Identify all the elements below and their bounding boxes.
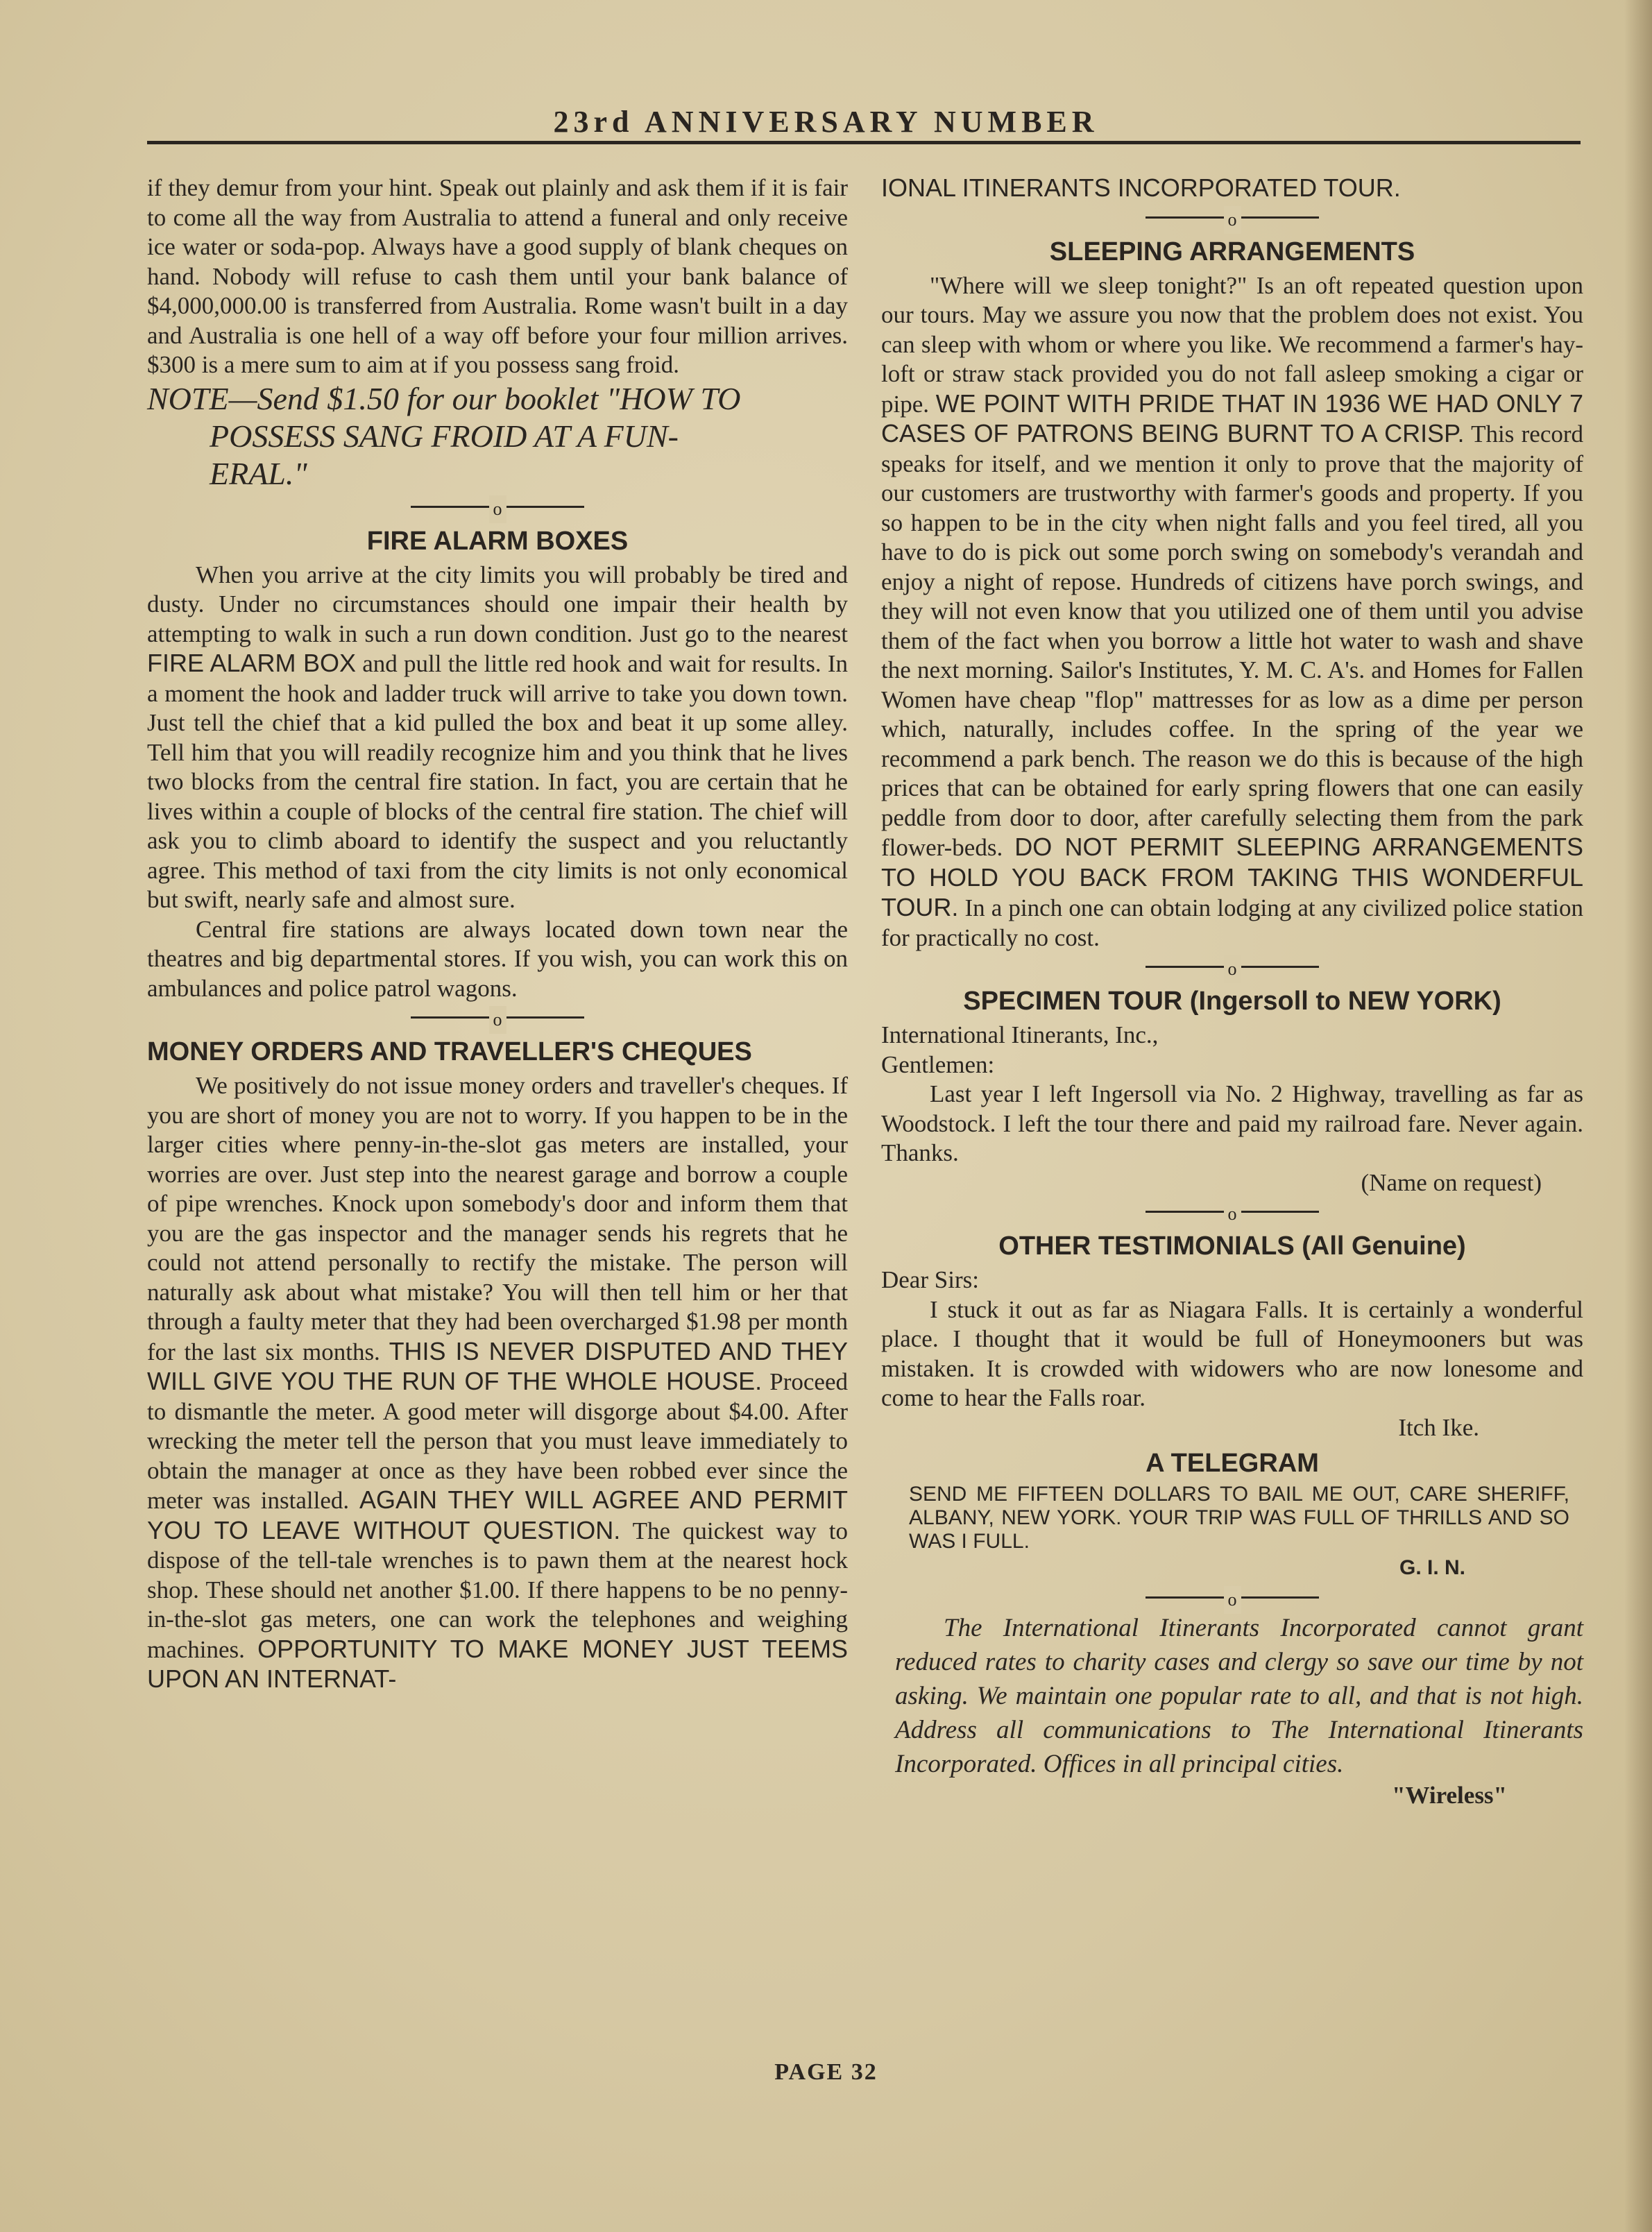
telegram-body: SEND ME FIFTEEN DOLLARS TO BAIL ME OUT, CARE SHERIFF, ALBANY, NEW YORK. YOUR TRIP WAS FULL OF THRILLS AND SO WAS I FULL. <box>909 1483 1569 1553</box>
specimen-signature: (Name on request) <box>1361 1168 1542 1196</box>
continued-line: IONAL ITINERANTS INCORPORATED TOUR. <box>881 173 1401 202</box>
note-line-3: ERAL." <box>210 455 307 491</box>
section-divider: o <box>147 493 848 520</box>
page-number: PAGE 32 <box>774 2059 878 2085</box>
closing-signature: "Wireless" <box>1392 1781 1507 1809</box>
money-orders-paragraph: We positively do not issue money orders and traveller's cheques. If you are short of money you are not to worry. If you happen to be in the larger cities where penny-in-the-slot gas meters are installed, your worries are over. Just step into the nearest garage and borrow a couple of pipe wrenches. Knock upon somebody's door and inform them that you are the gas inspector and the manager sends his regrets that he could not attend personally to rectify the mistake. The person will naturally ask about what mistake? You will then tell him or her that through a faulty meter that they had been overcharged $1.98 per month for the last six months. THIS IS NEVER DISPUTED AND THEY WILL GIVE YOU THE RUN OF THE WHOLE HOUSE. Proceed to dismantle the meter. A good meter will disgorge about $4.00. After wrecking the meter tell the person that you must leave immediately to obtain the manager at once as they have been robbed ever since the meter was installed. AGAIN THEY WILL AGREE AND PERMIT YOU TO LEAVE WITHOUT QUESTION. The quickest way to dispose of the tell-tale wrenches is to pawn them at the nearest hock shop. These should net another $1.00. If there happens to be no penny-in-the-slot gas meters, one can work the telephones and weighing machines. OPPORTUNITY TO MAKE MONEY JUST TEEMS UPON AN INTERNAT- <box>147 1072 849 1693</box>
section-divider: o <box>881 1583 1583 1611</box>
note-line-1: NOTE—Send $1.50 for our booklet "HOW TO <box>147 380 741 416</box>
specimen-addressee: International Itinerants, Inc., <box>881 1021 1159 1048</box>
note-line-2: POSSESS SANG FROID AT A FUN- <box>210 418 679 454</box>
page-header: 23rd ANNIVERSARY NUMBER <box>553 105 1099 139</box>
testimonials-heading: OTHER TESTIMONIALS (All Genuine) <box>998 1232 1466 1261</box>
specimen-salutation: Gentlemen: <box>881 1050 995 1078</box>
testimonial-signature: Itch Ike. <box>1398 1413 1479 1441</box>
testimonial-body: I stuck it out as far as Niagara Falls. It is certainly a wonderful place. I thought that it would be full of Honeymooners but was mistaken. It is crowded with widowers who are now lonesome and come to hear the Falls roar. <box>881 1295 1583 1411</box>
fire-alarm-paragraph: When you arrive at the city limits you will probably be tired and dusty. Under no circumstances should one impair their health by attempting to walk in such a run down condition. Just go to the nearest FIRE ALARM BOX and pull the little red hook and wait for results. In a moment the hook and ladder truck will arrive to take you down town. Just tell the chief that a kid pulled the box and beat it up some alley. Tell him that you will readily recognize him and you think that he lives two blocks from the central fire station. In fact, you are certain that he lives within a couple of blocks of the central fire station. The chief will ask you to climb aboard to identify the suspect and you reluctantly agree. This method of taxi from the city limits is not only economical but swift, nearly safe and almost sure. <box>147 561 849 913</box>
fire-station-paragraph: Central fire stations are always located down town near the theatres and big departmental stores. If you wish, you can work this on ambulances and police patrol wagons. <box>147 915 848 1002</box>
section-divider: o <box>881 203 1583 231</box>
intro-paragraph: if they demur from your hint. Speak out plainly and ask them if it is fair to come all the way from Australia to attend a funeral and only receive ice water or soda-pop. Always have a good supply of blank cheques on hand. Nobody will refuse to cash them until your bank balance of $4,000,000.00 is transferred from Australia. Rome wasn't built in a day and Australia is one hell of a way off before your four million arrives. $300 is a mere sum to aim at if you possess sang froid. <box>147 174 848 378</box>
page-edge-shadow <box>1624 0 1652 2232</box>
specimen-tour-heading: SPECIMEN TOUR (Ingersoll to NEW YORK) <box>963 987 1501 1016</box>
specimen-body: Last year I left Ingersoll via No. 2 Highway, travelling as far as Woodstock. I left the tour there and paid my railroad fare. Never again. Thanks. <box>881 1080 1583 1166</box>
section-divider: o <box>881 1198 1583 1225</box>
sleeping-heading: SLEEPING ARRANGEMENTS <box>1049 237 1415 266</box>
section-divider: o <box>881 953 1583 980</box>
header-rule <box>147 141 1581 144</box>
section-divider: o <box>147 1003 848 1031</box>
money-orders-heading: MONEY ORDERS AND TRAVELLER'S CHEQUES <box>147 1037 752 1066</box>
telegram-heading: A TELEGRAM <box>1146 1449 1319 1478</box>
left-column <box>147 173 848 1695</box>
telegram-signature: G. I. N. <box>1399 1556 1465 1579</box>
closing-notice: The International Itinerants Incorporated cannot grant reduced rates to charity cases and clergy so save our time by not asking. We maintain one popular rate to all, and that is not high. Address all communications to The International Itinerants Incorporated. Offices in all principal cities. <box>895 1613 1583 1778</box>
fire-alarm-heading: FIRE ALARM BOXES <box>366 526 629 556</box>
right-column <box>881 173 1583 1810</box>
testimonial-salutation: Dear Sirs: <box>881 1266 979 1293</box>
sleeping-paragraph: "Where will we sleep tonight?" Is an oft repeated question upon our tours. May we assure you now that the problem does not exist. You can sleep with whom or where you like. We recommend a farmer's hay-loft or straw stack provided you do not fall asleep smoking a cigar or pipe. WE POINT WITH PRIDE THAT IN 1936 WE HAD ONLY 7 CASES OF PATRONS BEING BURNT TO A CRISP. This record speaks for itself, and we mention it only to prove that the majority of our customers are trustworthy with farmer's goods and property. If you so happen to be in the city when night falls and you feel tired, all you have to do is pick out some porch swing on somebody's verandah and enjoy a night of repose. Hundreds of citizens have porch swings, and they will not even know that you utilized one of them until you advise them of the fact when you borrow a little hot water to wash and shave the next morning. Sailor's Institutes, Y. M. C. A's. and Homes for Fallen Women have cheap "flop" mattresses for as low as a dime per person which, naturally, includes coffee. In the spring of the year we recommend a park bench. The reason we do this is because of the high prices that can be obtained for early spring flowers that one can easily peddle from door to door, after carefully selecting them from the park flower-beds. DO NOT PERMIT SLEEPING ARRANGEMENTS TO HOLD YOU BACK FROM TAKING THIS WONDERFUL TOUR. In a pinch one can obtain lodging at any civilized police station for practically no cost. <box>881 271 1584 951</box>
